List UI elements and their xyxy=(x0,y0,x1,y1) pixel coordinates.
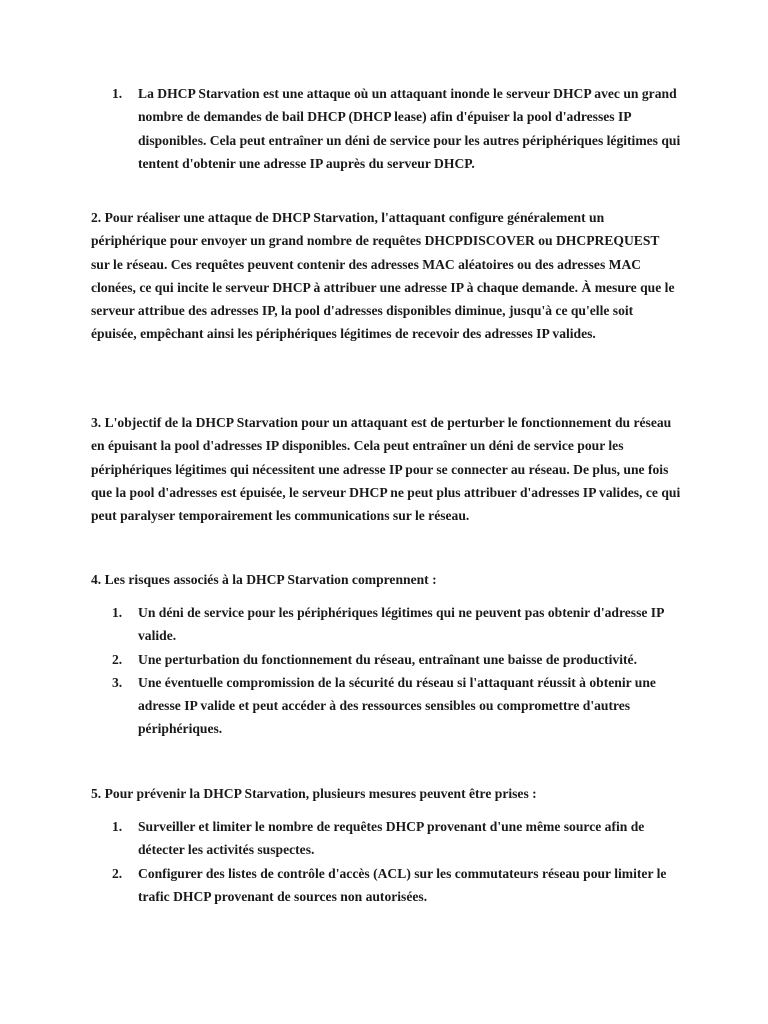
list-item xyxy=(91,671,681,741)
list-item xyxy=(91,82,681,175)
section-risks xyxy=(91,568,681,591)
list-number: 1. xyxy=(112,819,123,834)
list-item xyxy=(91,601,681,648)
list-number: 2. xyxy=(112,865,123,881)
list-item xyxy=(91,648,681,671)
paragraph-text: 2. Pour réaliser une attaque de DHCP Starvation, l'attaquant configure généralement un périphérique pour envoyer un grand nombre de requêtes DHCPDISCOVER ou DHCPREQUEST sur le réseau. Ces requêtes peuvent contenir des adresses MAC aléatoires ou des adresses MAC clonées, ce qui incite le serveur DHCP à attribuer une adresse IP à chaque demande. À mesure que le serveur attribue des adresses IP, la pool d'adresses disponibles diminue, jusqu'à ce qu'elle soit épuisée, empêchant ainsi les périphériques légitimes de recevoir des adresses IP valides. xyxy=(91,210,675,342)
section-heading: 5. Pour prévenir la DHCP Starvation, plusieurs mesures peuvent être prises : xyxy=(91,786,537,801)
paragraph-2 xyxy=(91,206,681,346)
list-number: 3. xyxy=(112,674,123,690)
paragraph-3 xyxy=(91,411,681,527)
list-text: Un déni de service pour les périphériques légitimes qui ne peuvent pas obtenir d'adresse IP valide. xyxy=(138,605,664,644)
list-number: 1. xyxy=(112,86,123,101)
list-number: 2. xyxy=(112,651,123,667)
prevention-list xyxy=(91,815,681,908)
paragraph-text: 3. L'objectif de la DHCP Starvation pour un attaquant est de perturber le fonctionnement du réseau en épuisant la pool d'adresses IP disponibles. Cela peut entraîner un déni de service pour les périphériques légitimes qui nécessitent une adresse IP pour se connecter au réseau. De plus, une fois que la pool d'adresses est épuisée, le serveur DHCP ne peut plus attribuer d'adresses IP valides, ce qui peut paralyser temporairement les communications sur le réseau. xyxy=(91,415,681,524)
section-heading: 4. Les risques associés à la DHCP Starvation comprennent : xyxy=(91,572,437,587)
list-number: 1. xyxy=(112,605,123,620)
intro-list xyxy=(91,82,681,175)
section-prevention xyxy=(91,782,681,805)
list-text: Configurer des listes de contrôle d'accès (ACL) sur les commutateurs réseau pour limiter le trafic DHCP provenant de sources non autorisées. xyxy=(138,865,667,904)
list-text: La DHCP Starvation est une attaque où un attaquant inonde le serveur DHCP avec un grand nombre de demandes de bail DHCP (DHCP lease) afin d'épuiser la pool d'adresses IP disponibles. Cela peut entraîner un déni de service pour les autres périphériques légitimes qui tentent d'obtenir une adresse IP auprès du serveur DHCP. xyxy=(138,86,681,171)
list-text: Une perturbation du fonctionnement du réseau, entraînant une baisse de productivité. xyxy=(138,651,637,667)
list-text: Surveiller et limiter le nombre de requêtes DHCP provenant d'une même source afin de détecter les activités suspectes. xyxy=(138,819,645,858)
list-item xyxy=(91,815,681,862)
list-text: Une éventuelle compromission de la sécurité du réseau si l'attaquant réussit à obtenir une adresse IP valide et peut accéder à des ressources sensibles ou compromettre d'autres périphériques. xyxy=(138,674,656,737)
risks-list xyxy=(91,601,681,741)
list-item xyxy=(91,862,681,909)
